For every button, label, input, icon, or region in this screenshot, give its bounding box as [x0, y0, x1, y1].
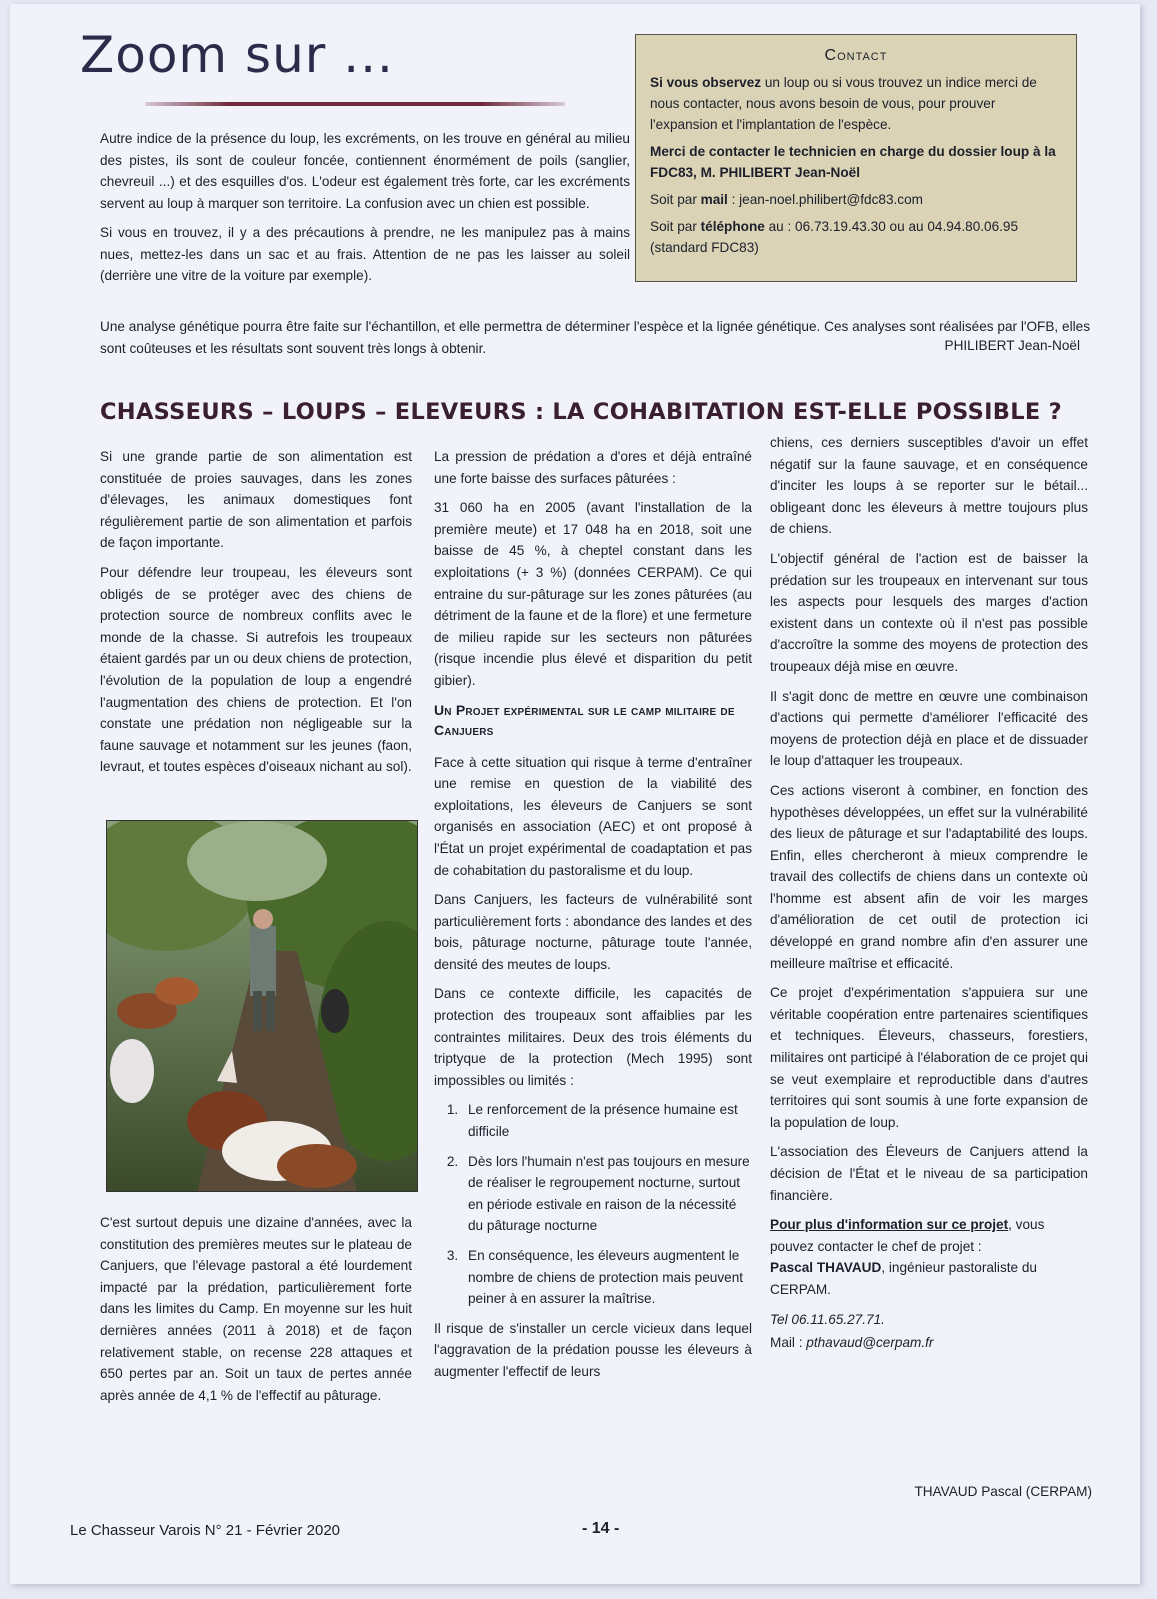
- paragraph: Il s'agit donc de mettre en œuvre une combinaison d'actions qui permette d'améliorer l'efficacité des moyens de protection déjà en place et de dissuader le loup d'attaquer les troupeaux.: [770, 688, 1088, 769]
- column-3: [770, 432, 1088, 1362]
- contact-emphasis: Si vous observez: [650, 75, 762, 90]
- title-underline: [145, 102, 565, 106]
- author-signature: PHILIBERT Jean-Noël: [944, 338, 1080, 353]
- photo-illustration: [107, 821, 418, 1192]
- paragraph: Dans Canjuers, les facteurs de vulnérabilité sont particulièrement forts : abondance des landes et des bois, pâturage nocturne, pâturage toute l'année, densité des meutes de loups.: [434, 892, 752, 972]
- contact-phone: Tel 06.11.65.27.71.: [770, 1311, 885, 1327]
- intro-paragraph: Une analyse génétique pourra être faite sur l'échantillon, et elle permettra de déterminer l'espèce et la lignée génétique. Ces analyses sont réalisées par l'OFB, elles sont coûteuses et les résultats sont souvent très longs à obtenir.: [100, 319, 1090, 356]
- paragraph: chiens, ces derniers susceptibles d'avoir un effet négatif sur la faune sauvage, et en conséquence d'inciter les loups à se reporter sur le bétail... obligeant donc les éleveurs à mettre toujours plus de chiens.: [770, 435, 1088, 537]
- goat-herd-photo: [106, 820, 418, 1192]
- protection-list: [434, 1099, 752, 1309]
- paragraph: Ces actions viseront à combiner, en fonction des hypothèses développées, un effet sur la vulnérabilité des lieux de pâturage et sur l'adaptabilité des loups. Enfin, elles chercheront à mieux comprendre le travail des collectifs de chiens dans un contexte où l'homme est absent afin de voir les marges d'amélioration de cet outil de protection ici développé en grand nombre afin d'en assurer une meilleure maîtrise et efficacité.: [770, 782, 1088, 971]
- paragraph: Ce projet d'expérimentation s'appuiera sur une véritable coopération entre partenaires scientifiques et techniques. Éleveurs, chasseurs, forestiers, militaires ont participé à l'élaboration de ce projet qui se veut exemplaire et reproductible dans d'autres territoires qui sont soumis à une forte expansion de la population de loup.: [770, 985, 1088, 1130]
- article-signature: THAVAUD Pascal (CERPAM): [914, 1484, 1092, 1499]
- phone-label: téléphone: [700, 219, 765, 234]
- magazine-page: [10, 4, 1140, 1584]
- intro-paragraph: Autre indice de la présence du loup, les excréments, on les trouve en général au milieu des pistes, ils sont de couleur foncée, contiennent énormément de poils (sanglier, chevreuil ...) et des esquilles d'os. L'odeur est également très forte, car les excréments servent au loup à marquer son territoire. La confusion avec un chien est possible.: [100, 131, 630, 211]
- paragraph: 31 060 ha en 2005 (avant l'installation de la première meute) et 17 048 ha en 2018, soit une baisse de 45 %, à cheptel constant dans les exploitations (+ 3 %) (données CERPAM). Ce qui entraine du sur-pâturage sur les zones pâturées (au détriment de la faune et de la flore) et une fermeture de milieu rapide sur les secteurs non pâturées (risque incendie plus élevé et disparition du petit gibier).: [434, 500, 752, 688]
- contact-mail: [650, 189, 1062, 210]
- contact-box: [635, 34, 1077, 282]
- list-item: 3. En conséquence, les éleveurs augmentent le nombre de chiens de protection mais peuvent peiner à en assurer la maîtrise.: [462, 1245, 752, 1310]
- section-title: Zoom sur ...: [80, 26, 394, 84]
- contact-title: Contact: [824, 47, 888, 64]
- contact-phone: [650, 216, 1062, 258]
- contact-mail: [770, 1332, 1088, 1354]
- contact-technician: Merci de contacter le technicien en charge du dossier loup à la FDC83, M. PHILIBERT Jean-Noël: [650, 144, 1056, 180]
- paragraph: C'est surtout depuis une dizaine d'années, avec la constitution des premières meutes sur le plateau de Canjuers, que l'élevage pastoral a été lourdement impacté par la prédation, particulièrement forte dans les limites du Camp. En moyenne sur les huit dernières années (2011 à 2018) et de façon relativement stable, on recense 228 attaques et 650 pertes par an. Soit un taux de pertes année après année de 4,1 % de l'effectif au pâturage.: [100, 1215, 412, 1403]
- column-1: [100, 446, 412, 786]
- mail-label: mail: [700, 192, 728, 207]
- paragraph: Si une grande partie de son alimentation est constituée de proies sauvages, dans les zones d'élevages, les animaux domestiques font régulièrement partie de son alimentation et parfois de façon importante.: [100, 449, 412, 551]
- page-number: - 14 -: [582, 1520, 620, 1537]
- mail-address: : jean-noel.philibert@fdc83.com: [727, 192, 923, 207]
- article-title: CHASSEURS – LOUPS – ELEVEURS : LA COHABITATION EST-ELLE POSSIBLE ?: [100, 399, 1063, 425]
- info-heading: Pour plus d'information sur ce projet: [770, 1217, 1009, 1233]
- intro-analysis: [100, 316, 1090, 367]
- info-text: , vous pouvez contacter le chef de projet :: [770, 1217, 1045, 1254]
- intro-paragraph: Si vous en trouvez, il y a des précautions à prendre, ne les manipulez pas à mains nues, mettez-les dans un sac et au frais. Attention de ne pas les laisser au soleil (derrière une vitre de la voiture par exemple).: [100, 225, 630, 283]
- contact-text: un loup ou si vous trouvez un indice merci de nous contacter, nous avons besoin de vous, pour prouver l'expansion et l'implantation de l'espèce.: [650, 75, 1037, 132]
- mail-address: pthavaud@cerpam.fr: [806, 1335, 934, 1351]
- mail-label: Mail :: [770, 1335, 807, 1351]
- paragraph: Pour défendre leur troupeau, les éleveurs sont obligés de se protéger avec des chiens de protection source de nombreux conflits avec le monde de la chasse. Si autrefois les troupeaux étaient gardés par un ou deux chiens de protection, l'évolution de la population de loup a engendré l'augmentation des chiens de protection. Et l'on constate une prédation non négligeable sur la faune sauvage et notamment sur les jeunes (faon, levraut, et toutes espèces d'oiseaux nichant au sol).: [100, 564, 412, 775]
- contact-name: Pascal THAVAUD: [770, 1260, 882, 1276]
- contact-role: , ingénieur pastoraliste du CERPAM.: [770, 1260, 1037, 1297]
- paragraph: L'association des Éleveurs de Canjuers attend la décision de l'État et le niveau de sa participation financière.: [770, 1144, 1088, 1203]
- column-2: [434, 446, 752, 1391]
- phone-prefix: Soit par: [650, 219, 701, 234]
- paragraph: Dans ce contexte difficile, les capacités de protection des troupeaux sont affaiblies par les contraintes militaires. Deux des trois éléments du triptyque de la protection (Mech 1995) sont impossibles ou limités :: [434, 986, 752, 1088]
- phone-numbers: au : 06.73.19.43.30 ou au 04.94.80.06.95 (standard FDC83): [650, 219, 1019, 255]
- paragraph: Face à cette situation qui risque à terme d'entraîner une remise en question de la viabilité des exploitations, les éleveurs de Canjuers se sont organisés en association (AEC) et ont proposé à l'État un projet expérimental de coadaptation et pas de cohabitation du pastoralisme et du loup.: [434, 754, 752, 878]
- intro-text: [100, 128, 630, 295]
- paragraph: La pression de prédation a d'ores et déjà entraîné une forte baisse des surfaces pâturées :: [434, 449, 752, 486]
- list-item: 2. Dès lors l'humain n'est pas toujours en mesure de réaliser le regroupement nocturne, surtout en période estivale en raison de la nécessité du pâturage nocturne: [462, 1151, 752, 1237]
- paragraph: Il risque de s'installer un cercle vicieux dans lequel l'aggravation de la prédation pousse les éleveurs à augmenter l'effectif de leurs: [434, 1320, 752, 1379]
- paragraph: L'objectif général de l'action est de baisser la prédation sur les troupeaux en intervenant sur tous les aspects pour lesquels des marges d'action existent dans un contexte où il n'est pas possible d'accroître la somme des moyens de protection des troupeaux déjà mise en œuvre.: [770, 550, 1088, 674]
- subheading: Un Projet expérimental sur le camp militaire de Canjuers: [434, 701, 735, 738]
- mail-prefix: Soit par: [650, 192, 701, 207]
- column-1-continued: [100, 1212, 412, 1406]
- project-contact: [770, 1214, 1088, 1300]
- publication-footer: Le Chasseur Varois N° 21 - Février 2020: [70, 1522, 341, 1539]
- contact-paragraph: [650, 72, 1062, 135]
- list-item: 1. Le renforcement de la présence humaine est difficile: [462, 1099, 752, 1142]
